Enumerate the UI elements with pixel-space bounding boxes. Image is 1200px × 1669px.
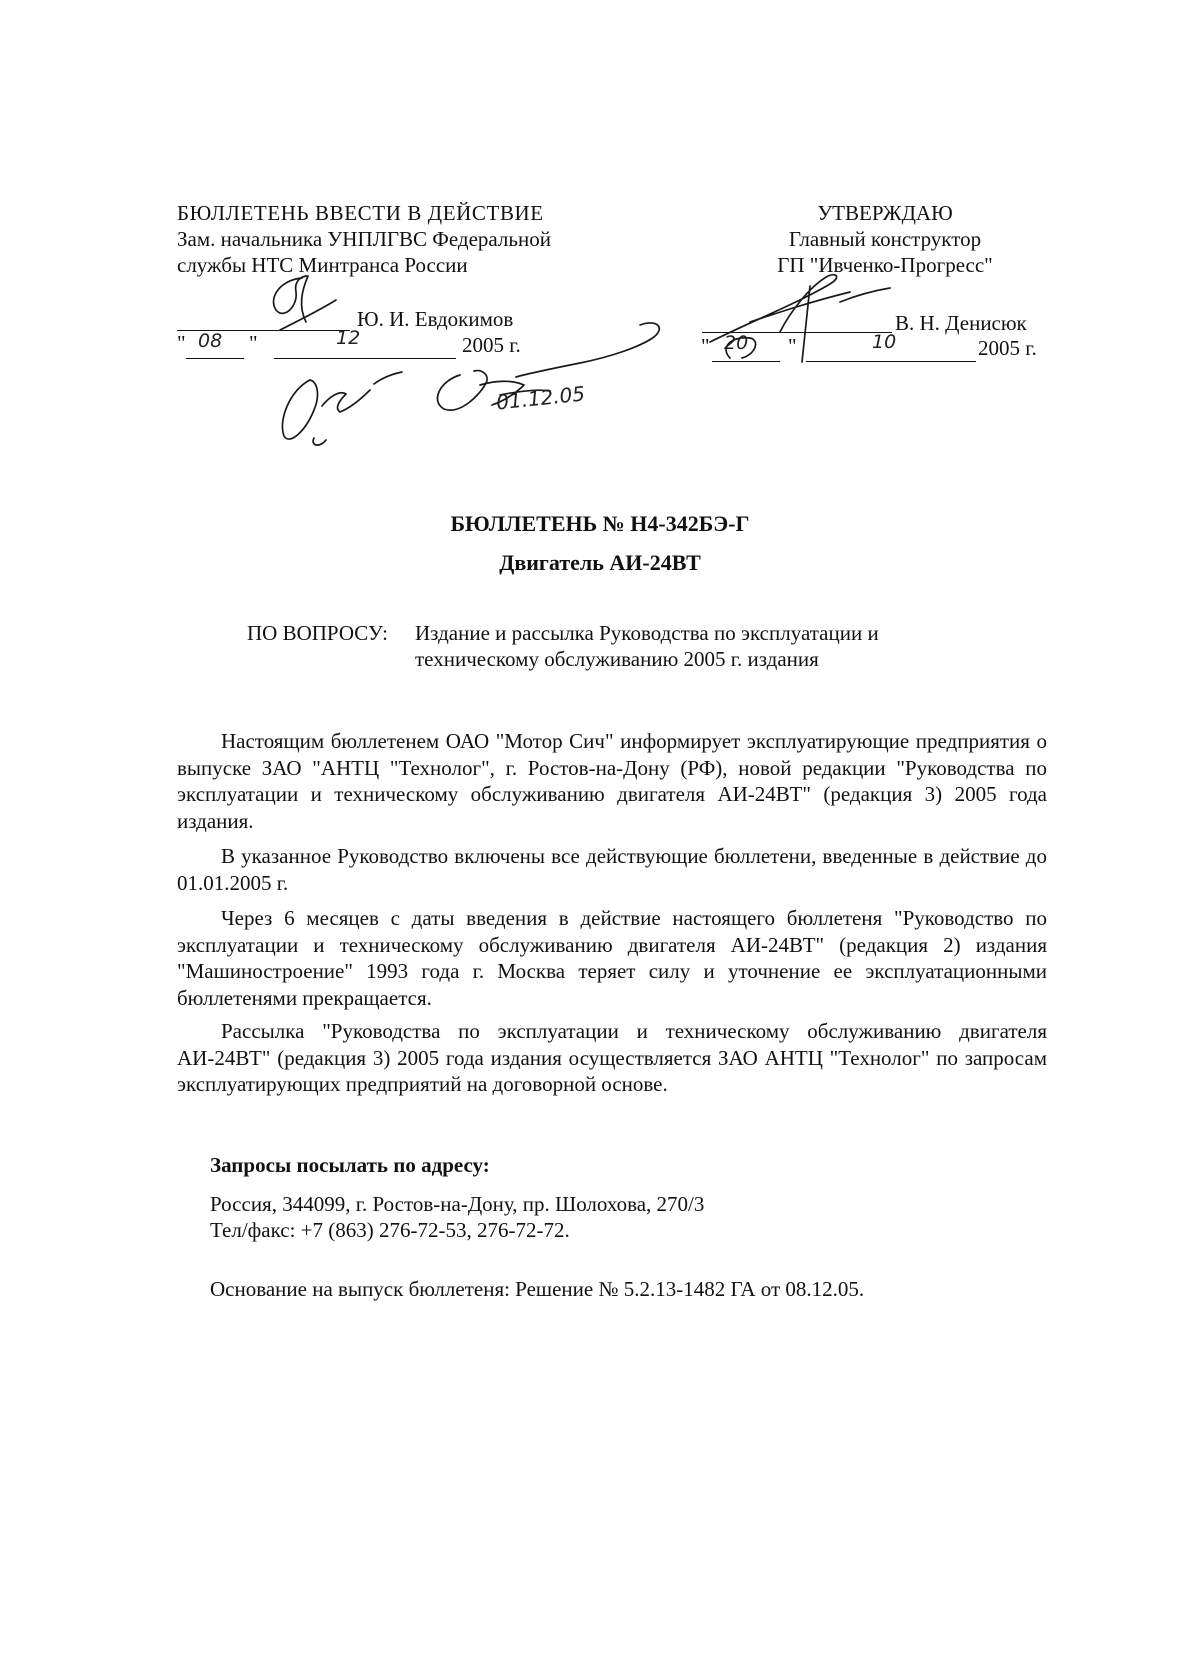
contact-phone: Тел/факс: +7 (863) 276-72-53, 276-72-72. xyxy=(210,1218,570,1242)
left-approval-block xyxy=(177,200,657,278)
body-paragraph-3: Через 6 месяцев с даты введения в действие настоящего бюллетеня "Руководство по эксплуатации и техническому обслуживанию двигателя АИ-24ВТ" (редакция 2) издания "Машиностроение" 1993 года г. Москва теряет силу и уточнение ее эксплуатационными бюллетенями прекращается. xyxy=(177,906,1047,1010)
subject-line-1: Издание и рассылка Руководства по эксплуатации и xyxy=(415,621,879,645)
signature-lower-left xyxy=(270,360,410,450)
release-basis: Основание на выпуск бюллетеня: Решение № 5.2.13-1482 ГА от 08.12.05. xyxy=(210,1277,865,1301)
body-paragraph-4: Рассылка "Руководства по эксплуатации и техническому обслуживанию двигателя АИ-24ВТ" (редакция 3) 2005 года издания осуществляется ЗАО АНТЦ "Технолог" по запросам эксплуатирующих предприятий на договорной основе. xyxy=(177,1019,1047,1097)
right-approval-organization: ГП "Ивченко-Прогресс" xyxy=(777,253,993,277)
handwritten-date-note: 01.12.05 xyxy=(494,381,587,415)
bulletin-number: БЮЛЛЕТЕНЬ № Н4-342БЭ-Г xyxy=(450,511,750,536)
left-date-quote-open: " xyxy=(177,331,186,355)
right-date-quote-close: " xyxy=(788,334,797,358)
signature-denisyuk xyxy=(690,262,910,372)
contact-address: Россия, 344099, г. Ростов-на-Дону, пр. Шолохова, 270/3 xyxy=(210,1192,705,1216)
right-approval-title: УТВЕРЖДАЮ xyxy=(817,201,953,225)
subject-line-2: техническому обслуживанию 2005 г. издания xyxy=(415,647,819,671)
left-approval-organization: службы НТС Минтранса России xyxy=(177,253,468,277)
left-approval-position: Зам. начальника УНПЛГВС Федеральной xyxy=(177,227,551,251)
right-date-year: 2005 г. xyxy=(978,336,1037,360)
signature-evdokimov xyxy=(240,270,380,340)
left-date-quote-close: " xyxy=(249,331,258,355)
body-paragraph-2: В указанное Руководство включены все действующие бюллетени, введенные в действие до 01.01.2005 г. xyxy=(177,844,1047,895)
left-approval-title: БЮЛЛЕТЕНЬ ВВЕСТИ В ДЕЙСТВИЕ xyxy=(177,201,544,225)
engine-title: Двигатель АИ-24ВТ xyxy=(499,550,701,575)
body-paragraph-1: Настоящим бюллетенем ОАО "Мотор Сич" информирует эксплуатирующие предприятия о выпуске ЗАО "АНТЦ "Технолог", г. Ростов-на-Дону (РФ), новой редакции "Руководства по эксплуатации и техническому обслуживанию двигателя АИ-24ВТ" (редакция 3) 2005 года издания. xyxy=(177,729,1047,833)
left-signer-name: Ю. И. Евдокимов xyxy=(357,307,514,331)
right-date-quote-open: " xyxy=(701,334,710,358)
subject-label: ПО ВОПРОСУ: xyxy=(247,621,388,645)
right-signer-name: В. Н. Денисюк xyxy=(895,311,1027,335)
right-date-month: 10 xyxy=(872,331,897,353)
left-date-day: 08 xyxy=(198,330,223,352)
right-date-day: 20 xyxy=(724,332,749,354)
contact-heading: Запросы посылать по адресу: xyxy=(210,1153,490,1177)
right-approval-position: Главный конструктор xyxy=(788,227,982,251)
left-date-year: 2005 г. xyxy=(462,333,521,357)
left-date-day-line xyxy=(186,358,244,359)
left-date-month: 12 xyxy=(336,327,361,349)
